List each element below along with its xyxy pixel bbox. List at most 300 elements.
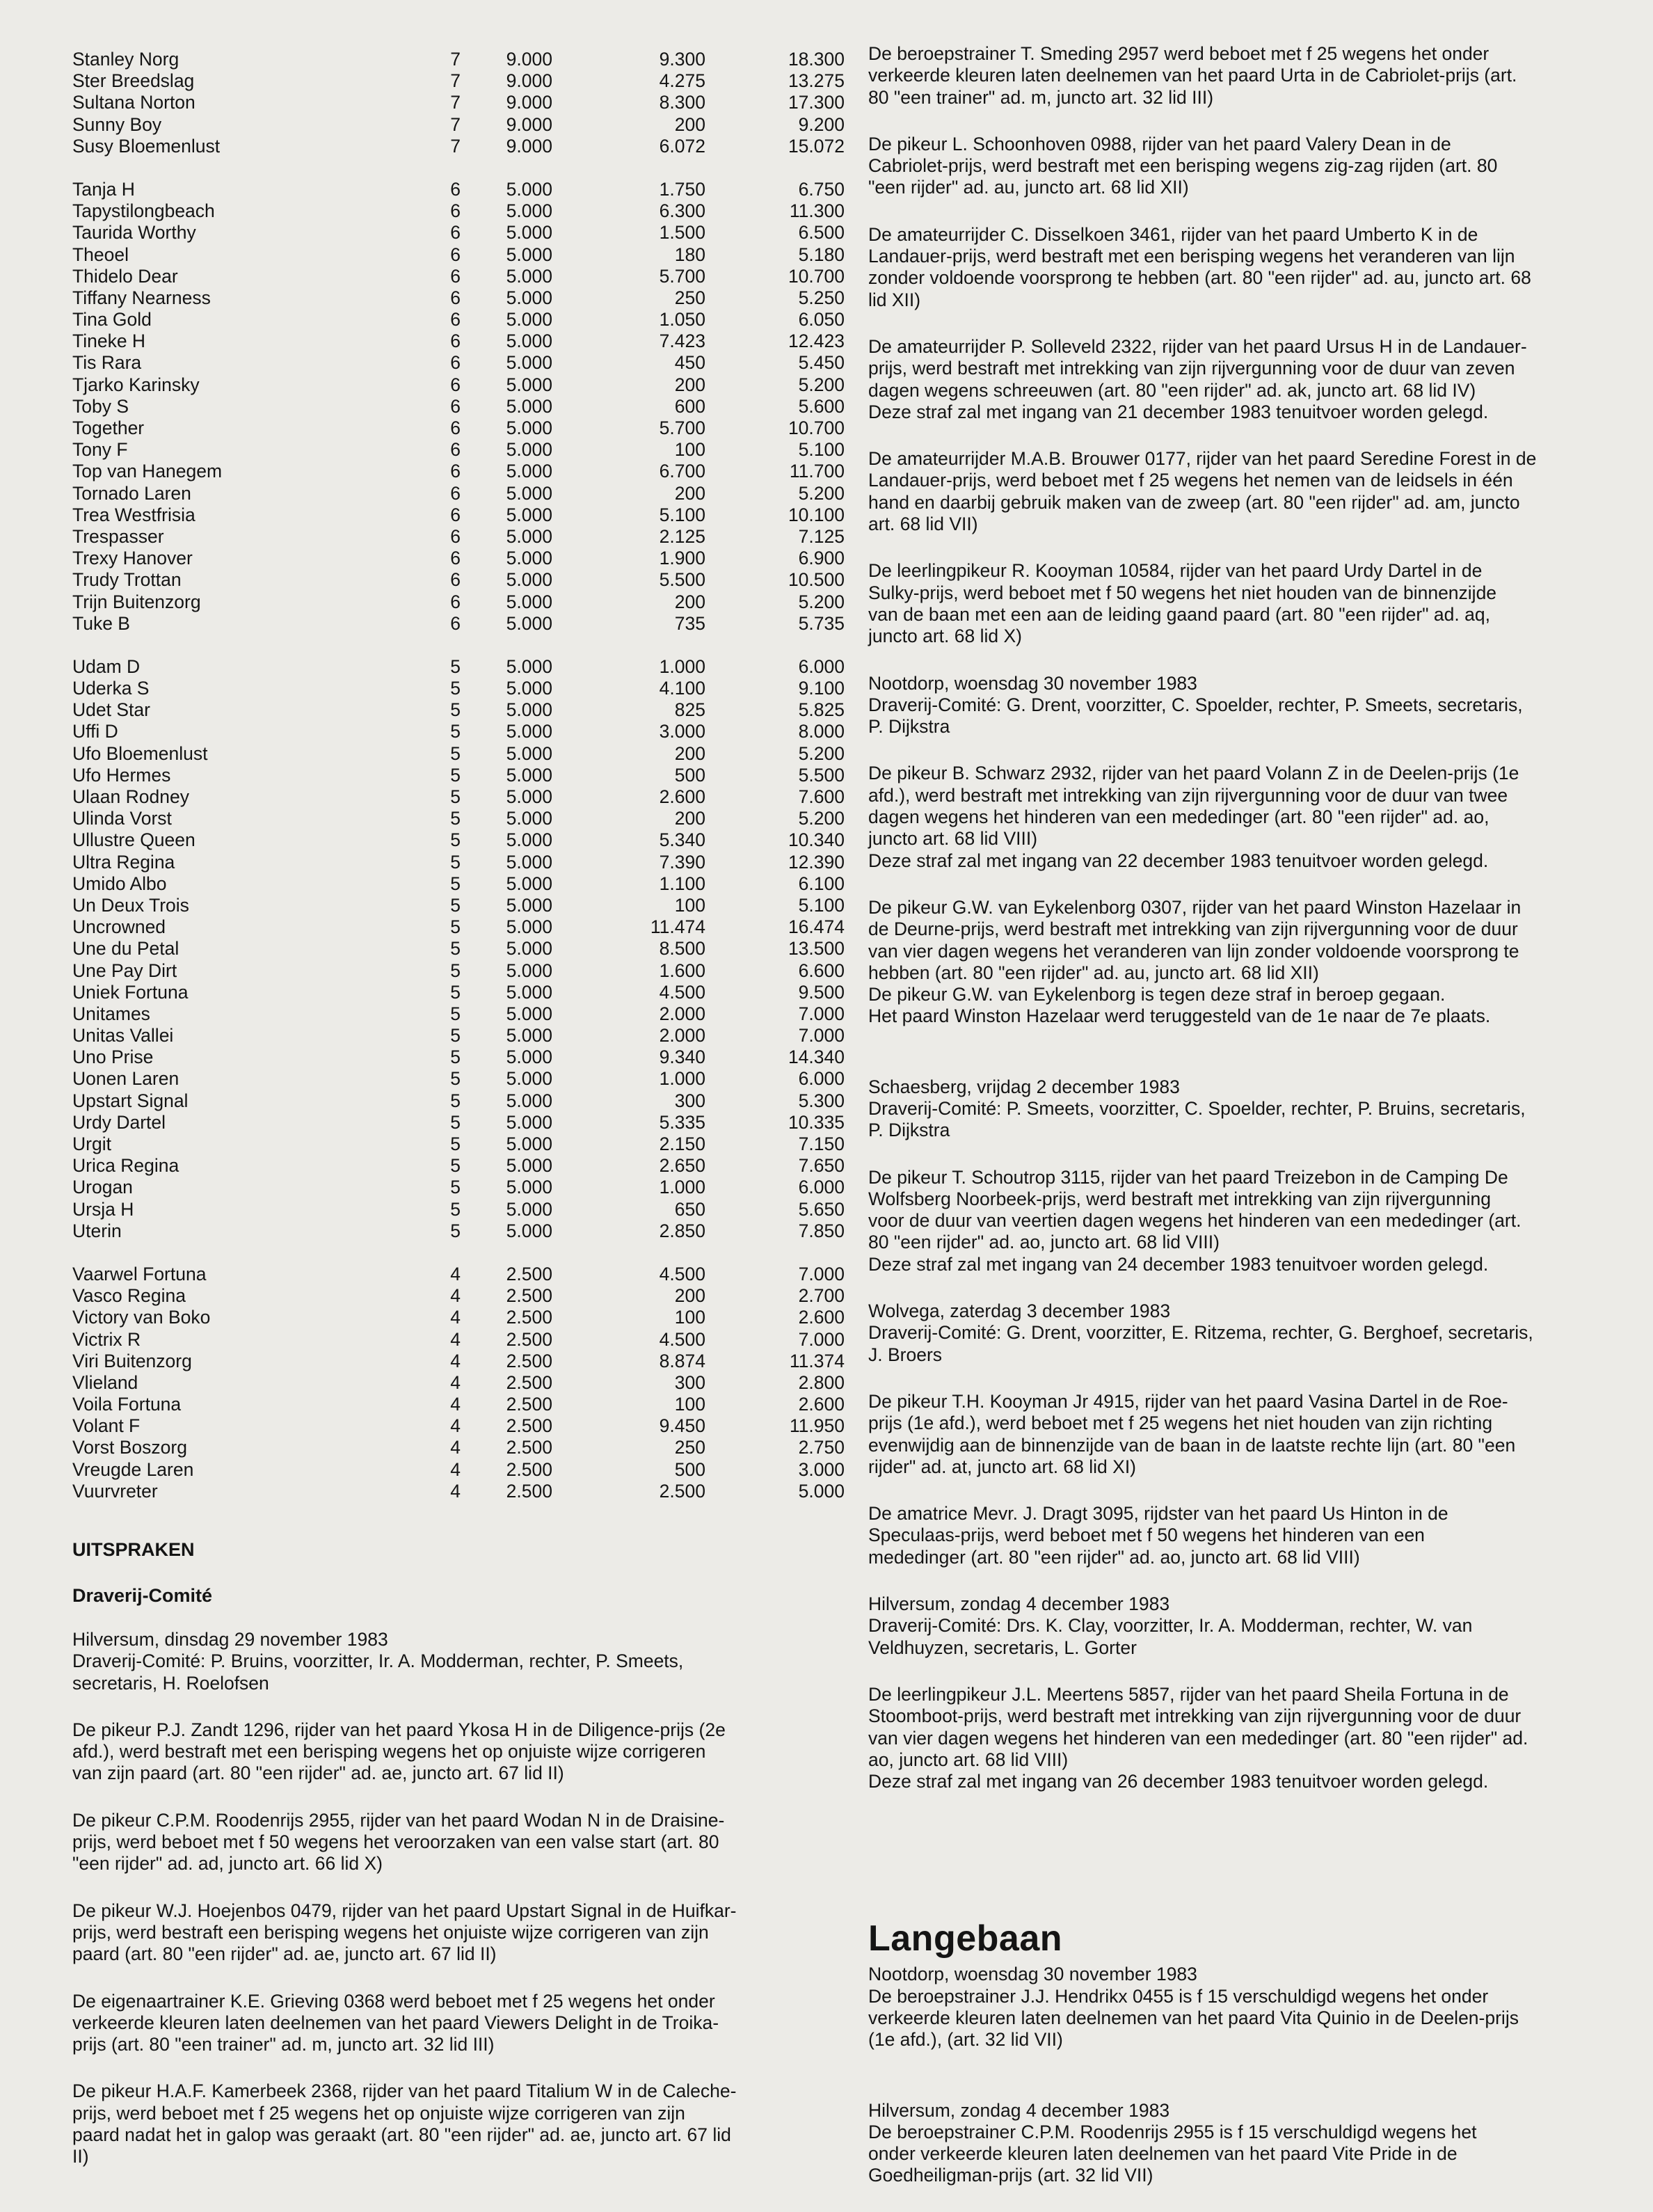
points-cell: 5 bbox=[450, 916, 461, 938]
bonus-amount-cell: 6.700 bbox=[659, 461, 705, 482]
text-line: mededinger (art. 80 "een rijder" ad. ao, juncto art. 68 lid VIII) bbox=[868, 1546, 1360, 1568]
horse-name-cell: Trea Westfrisia bbox=[72, 504, 195, 525]
text-line: van zijn paard (art. 80 "een rijder" ad. ae, juncto art. 67 lid II) bbox=[72, 1763, 564, 1784]
points-cell: 4 bbox=[450, 1437, 461, 1458]
bonus-amount-cell: 200 bbox=[674, 742, 705, 764]
horse-name-cell: Uncrowned bbox=[72, 916, 166, 938]
total-amount-cell: 6.000 bbox=[798, 1068, 845, 1090]
base-amount-cell: 2.500 bbox=[506, 1394, 552, 1415]
text-line: De beroepstrainer J.J. Hendrikx 0455 is f 15 verschuldigd wegens het onder bbox=[868, 1985, 1489, 2007]
bonus-amount-cell: 6.300 bbox=[659, 200, 705, 222]
points-cell: 5 bbox=[450, 1198, 461, 1220]
table-row bbox=[72, 1003, 859, 1025]
total-amount-cell: 5.500 bbox=[798, 764, 845, 786]
text-line: P. Dijkstra bbox=[868, 716, 950, 738]
ruling-paragraph bbox=[868, 336, 1613, 423]
rulings-section bbox=[72, 1538, 824, 2168]
horse-name-cell: Ulaan Rodney bbox=[72, 786, 189, 807]
points-cell: 6 bbox=[450, 482, 461, 504]
text-line: Cabriolet-prijs, werd bestraft met een berisping wegens zig-zag rijden (art. 80 bbox=[868, 155, 1498, 177]
langebaan-blocks bbox=[868, 1964, 1613, 2186]
horse-name-cell: Trexy Hanover bbox=[72, 548, 193, 569]
text-line: Deze straf zal met ingang van 22 december 1983 tenuitvoer worden gelegd. bbox=[868, 850, 1489, 871]
base-amount-cell: 5.000 bbox=[506, 721, 552, 742]
text-line: prijs (1e afd.), werd beboet met f 25 wegens het niet houden van zijn richting bbox=[868, 1413, 1493, 1434]
base-amount-cell: 2.500 bbox=[506, 1328, 552, 1350]
base-amount-cell: 2.500 bbox=[506, 1437, 552, 1458]
table-row bbox=[72, 852, 859, 873]
table-row bbox=[72, 1220, 859, 1242]
bonus-amount-cell: 8.874 bbox=[659, 1350, 705, 1371]
horse-name-cell: Udet Star bbox=[72, 699, 150, 721]
base-amount-cell: 5.000 bbox=[506, 764, 552, 786]
bonus-amount-cell: 5.340 bbox=[659, 829, 705, 851]
ruling-paragraph bbox=[72, 1629, 824, 1694]
base-amount-cell: 5.000 bbox=[506, 1155, 552, 1177]
table-row bbox=[72, 1047, 859, 1068]
table-row bbox=[72, 287, 859, 309]
points-cell: 4 bbox=[450, 1371, 461, 1393]
spacer bbox=[868, 1053, 1613, 1076]
text-line: De pikeur H.A.F. Kamerbeek 2368, rijder van het paard Titalium W in de Caleche- bbox=[72, 2080, 737, 2102]
base-amount-cell: 5.000 bbox=[506, 699, 552, 721]
horse-name-cell: Susy Bloemenlust bbox=[72, 135, 221, 157]
base-amount-cell: 5.000 bbox=[506, 525, 552, 547]
base-amount-cell: 9.000 bbox=[506, 70, 552, 92]
ruling-paragraph bbox=[868, 560, 1613, 647]
text-line: "een rijder" ad. ad, juncto art. 66 lid X) bbox=[72, 1853, 383, 1875]
bonus-amount-cell: 7.423 bbox=[659, 331, 705, 352]
table-row bbox=[72, 1394, 859, 1415]
bonus-amount-cell: 200 bbox=[674, 591, 705, 612]
text-line: De leerlingpikeur J.L. Meertens 5857, rijder van het paard Sheila Fortuna in de bbox=[868, 1683, 1509, 1705]
total-amount-cell: 9.100 bbox=[798, 678, 845, 699]
total-amount-cell: 2.600 bbox=[798, 1394, 845, 1415]
total-amount-cell: 8.000 bbox=[798, 721, 845, 742]
horse-name-cell: Toby S bbox=[72, 395, 129, 417]
table-row bbox=[72, 721, 859, 742]
horse-name-cell: Ullustre Queen bbox=[72, 829, 195, 851]
base-amount-cell: 2.500 bbox=[506, 1263, 552, 1284]
text-line: De pikeur L. Schoonhoven 0988, rijder van het paard Valery Dean in de bbox=[868, 133, 1451, 154]
text-line: Wolvega, zaterdag 3 december 1983 bbox=[868, 1300, 1171, 1322]
horse-name-cell: Tanja H bbox=[72, 178, 135, 200]
text-line: Draverij-Comité: P. Smeets, voorzitter, C. Spoelder, rechter, P. Bruins, secretaris, bbox=[868, 1097, 1526, 1119]
ruling-paragraph bbox=[868, 897, 1613, 1028]
total-amount-cell: 2.600 bbox=[798, 1307, 845, 1328]
text-line: De amateurrijder C. Disselkoen 3461, rijder van het paard Umberto K in de bbox=[868, 223, 1478, 245]
text-line: Hilversum, zondag 4 december 1983 bbox=[868, 2099, 1170, 2121]
base-amount-cell: 2.500 bbox=[506, 1371, 552, 1393]
text-line: Speculaas-prijs, werd beboet met f 50 wegens het hinderen van een bbox=[868, 1525, 1425, 1546]
text-line: II) bbox=[72, 2146, 89, 2167]
horse-name-cell: Tina Gold bbox=[72, 309, 152, 331]
table-row bbox=[72, 548, 859, 569]
points-cell: 6 bbox=[450, 309, 461, 331]
total-amount-cell: 10.700 bbox=[788, 417, 845, 438]
total-amount-cell: 6.100 bbox=[798, 873, 845, 894]
points-cell: 4 bbox=[450, 1328, 461, 1350]
bonus-amount-cell: 2.600 bbox=[659, 786, 705, 807]
total-amount-cell: 2.700 bbox=[798, 1285, 845, 1307]
horse-name-cell: Sunny Boy bbox=[72, 113, 162, 135]
table-row bbox=[72, 331, 859, 352]
table-row bbox=[72, 1351, 859, 1372]
base-amount-cell: 5.000 bbox=[506, 612, 552, 634]
table-row bbox=[72, 70, 859, 92]
base-amount-cell: 5.000 bbox=[506, 461, 552, 482]
points-cell: 4 bbox=[450, 1394, 461, 1415]
left-ruling-blocks bbox=[72, 1629, 824, 2168]
total-amount-cell: 15.072 bbox=[788, 135, 845, 157]
horse-name-cell: Volant F bbox=[72, 1415, 141, 1437]
total-amount-cell: 10.335 bbox=[788, 1111, 845, 1133]
total-amount-cell: 5.600 bbox=[798, 395, 845, 417]
horse-name-cell: Urogan bbox=[72, 1177, 133, 1198]
total-amount-cell: 5.180 bbox=[798, 244, 845, 265]
base-amount-cell: 5.000 bbox=[506, 287, 552, 308]
text-line: Hilversum, zondag 4 december 1983 bbox=[868, 1593, 1170, 1615]
points-cell: 7 bbox=[450, 135, 461, 157]
text-line: De amatrice Mevr. J. Dragt 3095, rijdster van het paard Us Hinton in de bbox=[868, 1503, 1448, 1525]
table-row bbox=[72, 417, 859, 439]
total-amount-cell: 5.100 bbox=[798, 894, 845, 916]
total-amount-cell: 6.900 bbox=[798, 548, 845, 569]
text-line: evenwijdig aan de binnenzijde van de baan in de laatste rechte lijn (art. 80 "een bbox=[868, 1434, 1516, 1456]
bonus-amount-cell: 825 bbox=[674, 699, 705, 721]
horse-name-cell: Uonen Laren bbox=[72, 1068, 179, 1090]
points-cell: 5 bbox=[450, 764, 461, 786]
ruling-paragraph bbox=[72, 1991, 824, 2056]
horse-name-cell: Tapystilongbeach bbox=[72, 200, 215, 222]
table-row bbox=[72, 765, 859, 786]
bonus-amount-cell: 2.000 bbox=[659, 1003, 705, 1024]
table-row bbox=[72, 92, 859, 113]
text-line: De pikeur T.H. Kooyman Jr 4915, rijder van het paard Vasina Dartel in de Roe- bbox=[868, 1390, 1508, 1412]
table-row bbox=[72, 200, 859, 222]
table-row bbox=[72, 266, 859, 287]
points-cell: 5 bbox=[450, 873, 461, 894]
horse-name-cell: Tony F bbox=[72, 439, 128, 461]
points-cell: 6 bbox=[450, 222, 461, 244]
total-amount-cell: 5.200 bbox=[798, 742, 845, 764]
table-row bbox=[72, 591, 859, 613]
total-amount-cell: 2.750 bbox=[798, 1437, 845, 1458]
ruling-paragraph bbox=[868, 134, 1613, 199]
text-line: De pikeur T. Schoutrop 3115, rijder van het paard Treizebon in de Camping De bbox=[868, 1166, 1508, 1188]
text-line: J. Broers bbox=[868, 1344, 943, 1365]
text-line: juncto art. 68 lid VIII) bbox=[868, 828, 1038, 850]
bonus-amount-cell: 250 bbox=[674, 287, 705, 308]
base-amount-cell: 5.000 bbox=[506, 591, 552, 612]
table-group bbox=[72, 49, 859, 157]
horse-name-cell: Ufo Hermes bbox=[72, 764, 171, 786]
text-line: paard nadat het in galop was geraakt (art. 80 "een rijder" ad. ae, juncto art. 67 lid bbox=[72, 2124, 731, 2146]
base-amount-cell: 5.000 bbox=[506, 873, 552, 894]
text-line: "een rijder" ad. au, juncto art. 68 lid XII) bbox=[868, 177, 1189, 198]
total-amount-cell: 7.650 bbox=[798, 1155, 845, 1177]
table-row bbox=[72, 1133, 859, 1155]
table-row bbox=[72, 504, 859, 526]
points-cell: 5 bbox=[450, 808, 461, 829]
ruling-paragraph bbox=[72, 1719, 824, 1785]
base-amount-cell: 5.000 bbox=[506, 678, 552, 699]
table-row bbox=[72, 1459, 859, 1481]
total-amount-cell: 13.500 bbox=[788, 938, 845, 960]
total-amount-cell: 11.950 bbox=[789, 1415, 845, 1437]
horse-name-cell: Tuke B bbox=[72, 612, 130, 634]
bonus-amount-cell: 1.000 bbox=[659, 655, 705, 677]
base-amount-cell: 5.000 bbox=[506, 1198, 552, 1220]
total-amount-cell: 9.200 bbox=[798, 113, 845, 135]
total-amount-cell: 6.050 bbox=[798, 309, 845, 331]
total-amount-cell: 5.735 bbox=[798, 612, 845, 634]
horse-name-cell: Together bbox=[72, 417, 145, 438]
points-cell: 5 bbox=[450, 678, 461, 699]
horse-name-cell: Urdy Dartel bbox=[72, 1111, 166, 1133]
text-line: De pikeur P.J. Zandt 1296, rijder van het paard Ykosa H in de Diligence-prijs (2e bbox=[72, 1719, 726, 1740]
text-line: juncto art. 68 lid X) bbox=[868, 626, 1022, 647]
table-row bbox=[72, 678, 859, 699]
points-cell: 7 bbox=[450, 113, 461, 135]
horse-name-cell: Tornado Laren bbox=[72, 482, 191, 504]
bonus-amount-cell: 650 bbox=[674, 1198, 705, 1220]
table-row bbox=[72, 1090, 859, 1112]
text-line: paard (art. 80 "een rijder" ad. ae, juncto art. 67 lid II) bbox=[72, 1943, 497, 1965]
bonus-amount-cell: 200 bbox=[674, 374, 705, 395]
total-amount-cell: 6.000 bbox=[798, 1177, 845, 1198]
total-amount-cell: 7.125 bbox=[798, 525, 845, 547]
bonus-amount-cell: 100 bbox=[674, 439, 705, 461]
table-row bbox=[72, 613, 859, 635]
bonus-amount-cell: 735 bbox=[674, 612, 705, 634]
text-line: verkeerde kleuren laten deelnemen van het paard Urta in de Cabriolet-prijs (art. bbox=[868, 65, 1517, 86]
total-amount-cell: 6.600 bbox=[798, 960, 845, 981]
text-line: Veldhuyzen, secretaris, L. Gorter bbox=[868, 1637, 1137, 1658]
table-row bbox=[72, 1199, 859, 1220]
horse-name-cell: Tiffany Nearness bbox=[72, 287, 211, 308]
points-cell: 5 bbox=[450, 1177, 461, 1198]
text-line: ao, juncto art. 68 lid VIII) bbox=[868, 1749, 1069, 1770]
bonus-amount-cell: 2.125 bbox=[659, 525, 705, 547]
horse-name-cell: Tineke H bbox=[72, 331, 146, 352]
base-amount-cell: 5.000 bbox=[506, 851, 552, 873]
bonus-amount-cell: 5.700 bbox=[659, 265, 705, 287]
bonus-amount-cell: 1.000 bbox=[659, 1068, 705, 1090]
horse-name-cell: Ulinda Vorst bbox=[72, 808, 172, 829]
table-row bbox=[72, 916, 859, 938]
points-cell: 5 bbox=[450, 1155, 461, 1177]
base-amount-cell: 5.000 bbox=[506, 352, 552, 374]
base-amount-cell: 9.000 bbox=[506, 49, 552, 70]
text-line: prijs, werd beboet met f 50 wegens het veroorzaken van een valse start (art. 80 bbox=[72, 1831, 719, 1853]
table-row bbox=[72, 1177, 859, 1198]
bonus-amount-cell: 5.100 bbox=[659, 504, 705, 525]
text-line: De pikeur G.W. van Eykelenborg 0307, rijder van het paard Winston Hazelaar in bbox=[868, 896, 1522, 918]
section-title: UITSPRAKEN bbox=[72, 1539, 195, 1560]
base-amount-cell: 5.000 bbox=[506, 504, 552, 525]
base-amount-cell: 5.000 bbox=[506, 439, 552, 461]
bonus-amount-cell: 4.500 bbox=[659, 1328, 705, 1350]
text-line: De beroepstrainer C.P.M. Roodenrijs 2955 is f 15 verschuldigd wegens het bbox=[868, 2121, 1477, 2142]
base-amount-cell: 5.000 bbox=[506, 200, 552, 222]
total-amount-cell: 5.000 bbox=[798, 1480, 845, 1502]
horse-name-cell: Trespasser bbox=[72, 525, 164, 547]
total-amount-cell: 9.500 bbox=[798, 981, 845, 1003]
total-amount-cell: 16.474 bbox=[788, 916, 845, 938]
bonus-amount-cell: 8.500 bbox=[659, 938, 705, 960]
horse-name-cell: Uderka S bbox=[72, 678, 150, 699]
horse-name-cell: Une Pay Dirt bbox=[72, 960, 177, 981]
table-row bbox=[72, 808, 859, 829]
horse-name-cell: Une du Petal bbox=[72, 938, 179, 960]
ruling-paragraph bbox=[868, 1503, 1613, 1568]
bonus-amount-cell: 4.275 bbox=[659, 70, 705, 92]
table-row bbox=[72, 786, 859, 808]
points-cell: 4 bbox=[450, 1415, 461, 1437]
bonus-amount-cell: 200 bbox=[674, 482, 705, 504]
bonus-amount-cell: 5.335 bbox=[659, 1111, 705, 1133]
bonus-amount-cell: 4.500 bbox=[659, 1263, 705, 1284]
points-cell: 4 bbox=[450, 1285, 461, 1307]
points-cell: 6 bbox=[450, 417, 461, 438]
total-amount-cell: 7.000 bbox=[798, 1003, 845, 1024]
table-group bbox=[72, 179, 859, 635]
bonus-amount-cell: 3.000 bbox=[659, 721, 705, 742]
table-group bbox=[72, 1264, 859, 1502]
points-cell: 4 bbox=[450, 1458, 461, 1480]
total-amount-cell: 6.500 bbox=[798, 222, 845, 244]
horse-name-cell: Viri Buitenzorg bbox=[72, 1350, 192, 1371]
text-line: van vier dagen wegens het hinderen van een mededinger (art. 80 "een rijder" ad. bbox=[868, 1727, 1528, 1749]
horse-name-cell: Ultra Regina bbox=[72, 851, 175, 873]
points-cell: 5 bbox=[450, 981, 461, 1003]
bonus-amount-cell: 7.390 bbox=[659, 851, 705, 873]
total-amount-cell: 10.500 bbox=[788, 569, 845, 591]
bonus-amount-cell: 1.100 bbox=[659, 873, 705, 894]
text-line: van de baan met een aan de leiding gaand paard (art. 80 "een rijder" ad. aq, bbox=[868, 603, 1490, 625]
ruling-paragraph bbox=[868, 448, 1613, 535]
text-line: prijs, werd beboet met f 25 wegens het op onjuiste wijze corrigeren van zijn bbox=[72, 2102, 685, 2124]
base-amount-cell: 5.000 bbox=[506, 981, 552, 1003]
text-line: Deze straf zal met ingang van 24 december 1983 tenuitvoer worden gelegd. bbox=[868, 1253, 1489, 1275]
table-row bbox=[72, 244, 859, 266]
total-amount-cell: 5.200 bbox=[798, 482, 845, 504]
text-line: Deze straf zal met ingang van 26 december 1983 tenuitvoer worden gelegd. bbox=[868, 1771, 1489, 1792]
points-cell: 6 bbox=[450, 612, 461, 634]
total-amount-cell: 5.200 bbox=[798, 808, 845, 829]
table-row bbox=[72, 895, 859, 916]
table-row bbox=[72, 569, 859, 591]
base-amount-cell: 5.000 bbox=[506, 916, 552, 938]
total-amount-cell: 13.275 bbox=[788, 70, 845, 92]
table-row bbox=[72, 982, 859, 1003]
subsection-title: Draverij-Comité bbox=[72, 1585, 213, 1606]
text-line: secretaris, H. Roelofsen bbox=[72, 1672, 269, 1694]
base-amount-cell: 5.000 bbox=[506, 1090, 552, 1111]
bonus-amount-cell: 9.450 bbox=[659, 1415, 705, 1437]
horse-name-cell: Urica Regina bbox=[72, 1155, 179, 1177]
points-cell: 6 bbox=[450, 287, 461, 308]
text-line: Stoomboot-prijs, werd bestraft met intrekking van zijn rijvergunning voor de duur bbox=[868, 1705, 1522, 1727]
points-cell: 7 bbox=[450, 70, 461, 92]
text-line: 80 "een rijder" ad. ao, juncto art. 68 lid VIII) bbox=[868, 1232, 1220, 1253]
text-line: Hilversum, dinsdag 29 november 1983 bbox=[72, 1629, 388, 1650]
points-cell: 7 bbox=[450, 49, 461, 70]
points-cell: 5 bbox=[450, 1025, 461, 1047]
text-line: De leerlingpikeur R. Kooyman 10584, rijder van het paard Urdy Dartel in de bbox=[868, 560, 1483, 582]
table-row bbox=[72, 526, 859, 548]
points-cell: 6 bbox=[450, 504, 461, 525]
points-cell: 6 bbox=[450, 352, 461, 374]
bonus-amount-cell: 200 bbox=[674, 1285, 705, 1307]
table-row bbox=[72, 873, 859, 895]
total-amount-cell: 7.850 bbox=[798, 1220, 845, 1241]
base-amount-cell: 5.000 bbox=[506, 786, 552, 807]
text-line: verkeerde kleuren laten deelnemen van het paard Vita Quinio in de Deelen-prijs bbox=[868, 2007, 1519, 2028]
points-cell: 5 bbox=[450, 851, 461, 873]
horse-name-cell: Udam D bbox=[72, 655, 141, 677]
total-amount-cell: 14.340 bbox=[788, 1047, 845, 1068]
points-cell: 6 bbox=[450, 439, 461, 461]
table-row bbox=[72, 699, 859, 721]
total-amount-cell: 11.700 bbox=[789, 461, 845, 482]
text-line: De pikeur B. Schwarz 2932, rijder van het paard Volann Z in de Deelen-prijs (1e bbox=[868, 763, 1519, 784]
total-amount-cell: 7.000 bbox=[798, 1328, 845, 1350]
bonus-amount-cell: 2.150 bbox=[659, 1133, 705, 1154]
base-amount-cell: 5.000 bbox=[506, 894, 552, 916]
horse-name-cell: Ufo Bloemenlust bbox=[72, 742, 208, 764]
right-column bbox=[868, 43, 1613, 2212]
points-cell: 4 bbox=[450, 1480, 461, 1502]
text-line: afd.), werd bestraft met een berisping wegens het op onjuiste wijze corrigeren bbox=[72, 1741, 706, 1763]
total-amount-cell: 10.700 bbox=[788, 265, 845, 287]
text-line: Wolfsberg Noorbeek-prijs, werd bestraft met intrekking van zijn rijvergunning bbox=[868, 1188, 1492, 1209]
text-line: De amateurrijder M.A.B. Brouwer 0177, rijder van het paard Seredine Forest in de bbox=[868, 448, 1537, 470]
base-amount-cell: 2.500 bbox=[506, 1480, 552, 1502]
points-cell: 5 bbox=[450, 1003, 461, 1024]
base-amount-cell: 5.000 bbox=[506, 417, 552, 438]
bonus-amount-cell: 2.650 bbox=[659, 1155, 705, 1177]
base-amount-cell: 5.000 bbox=[506, 1003, 552, 1024]
total-amount-cell: 5.650 bbox=[798, 1198, 845, 1220]
horse-name-cell: Vlieland bbox=[72, 1371, 138, 1393]
base-amount-cell: 5.000 bbox=[506, 374, 552, 395]
ruling-paragraph bbox=[868, 224, 1613, 311]
table-row bbox=[72, 938, 859, 960]
table-row bbox=[72, 1307, 859, 1328]
text-line: prijs, werd bestraft met intrekking van zijn rijvergunning voor de duur van zeven bbox=[868, 358, 1515, 379]
horse-name-cell: Uterin bbox=[72, 1220, 122, 1241]
points-cell: 6 bbox=[450, 244, 461, 265]
bonus-amount-cell: 2.000 bbox=[659, 1025, 705, 1047]
text-line: Landauer-prijs, werd bestraft met een berisping wegens het veranderen van lijn bbox=[868, 246, 1515, 267]
text-line: Draverij-Comité: P. Bruins, voorzitter, Ir. A. Modderman, rechter, P. Smeets, bbox=[72, 1650, 684, 1672]
table-group bbox=[72, 656, 859, 1242]
text-line: Deze straf zal met ingang van 21 december 1983 tenuitvoer worden gelegd. bbox=[868, 401, 1489, 422]
text-line: hand en daarbij gebruik maken van de zweep (art. 80 "een rijder" ad. am, juncto bbox=[868, 491, 1520, 513]
bonus-amount-cell: 1.500 bbox=[659, 222, 705, 244]
horse-name-cell: Vaarwel Fortuna bbox=[72, 1263, 207, 1284]
base-amount-cell: 5.000 bbox=[506, 655, 552, 677]
total-amount-cell: 5.300 bbox=[798, 1090, 845, 1111]
points-cell: 6 bbox=[450, 569, 461, 591]
horse-name-cell: Uno Prise bbox=[72, 1047, 154, 1068]
base-amount-cell: 2.500 bbox=[506, 1307, 552, 1328]
text-line: Nootdorp, woensdag 30 november 1983 bbox=[868, 1964, 1197, 1985]
horse-name-cell: Vreugde Laren bbox=[72, 1458, 194, 1480]
table-row bbox=[72, 49, 859, 70]
